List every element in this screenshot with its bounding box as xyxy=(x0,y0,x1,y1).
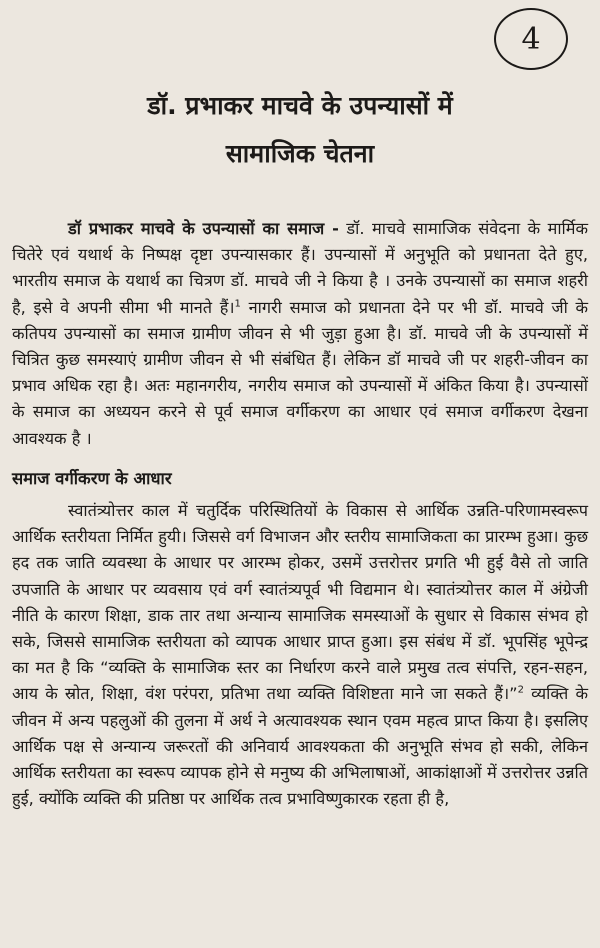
section-text: स्वातंत्र्योत्तर काल में चतुर्दिक परिस्थितियों के विकास से आर्थिक उन्नति-परिणामस्वरूप आर्थिक स्तरीयता निर्मित हुयी। जिससे वर्ग विभाजन और स्तरीय सामाजिकता का प्रारम्भ हुआ। कुछ हद तक जाति व्यवस्था के आधार पर आरम्भ होकर, उसमें उत्तरोत्तर प्रगति भी हुई वैसे तो जाति उपजाति के आधार पर व्यवसाय एवं वर्ग स्वातंत्र्यपूर्व भी विद्यमान थे। स्वातंत्र्योत्तर काल में अंग्रेजी नीति के कारण शिक्षा, डाक तार तथा अन्यान्य सामाजिक समस्याओं के सुधार से विकास संभव हो सके, जिससे सामाजिक स्तरीयता को व्यापक आधार प्राप्त हुआ। इस संबंध में डॉ. भूपसिंह भूपेन्द्र का मत है कि “व्यक्ति के सामाजिक स्तर का निर्धारण करने वाले प्रमुख तत्व संपत्ति, रहन-सहन, आय के स्रोत, शिक्षा, वंश परंपरा, प्रतिभा तथा व्यक्ति विशिष्टता माने जा सकते हैं।” xyxy=(12,501,588,704)
footnote-marker-2: 2 xyxy=(517,685,524,697)
chapter-title xyxy=(40,82,560,178)
chapter-title-line-1: डॉ. प्रभाकर माचवे के उपन्यासों में xyxy=(147,91,453,120)
chapter-title-line-2: सामाजिक चेतना xyxy=(225,139,375,168)
intro-paragraph xyxy=(12,216,588,452)
intro-text: डॉ. माचवे सामाजिक संवेदना के मार्मिक चितेरे एवं यथार्थ के निष्पक्ष दृष्टा उपन्यासकार हैं। उपन्यासों में अनुभूति को प्रधानता देते हुए, भारतीय समाज के यथार्थ का चित्रण डॉ. माचवे जी ने किया है । उनके उपन्यासों का समाज शहरी है, इसे वे अपनी सीमा भी मानते हैं। xyxy=(12,219,588,317)
chapter-number-badge: 4 xyxy=(494,8,568,70)
section-text-continued: व्यक्ति के जीवन में अन्य पहलुओं की तुलना में अर्थ ने अत्यावश्यक स्थान एवम महत्व प्राप्त किया है। इसलिए आर्थिक पक्ष से अन्यान्य जरूरतों की अनिवार्य आवश्यकता की अनुभूति संभव हो सकी, लेकिन आर्थिक स्तरीयता का स्वरूप व्यापक होने से मनुष्य की अभिलाषाओं, आकांक्षाओं में उत्तरोत्तर उन्नति हुई, क्योंकि व्यक्ति की प्रतिष्ठा पर आर्थिक तत्व प्रभाविष्णुकारक रहता ही है, xyxy=(12,684,589,809)
intro-heading: डॉ प्रभाकर माचवे के उपन्यासों का समाज - xyxy=(68,219,339,238)
section-heading: समाज वर्गीकरण के आधार xyxy=(12,468,172,488)
section-paragraph xyxy=(12,498,588,812)
footnote-marker-1: 1 xyxy=(234,298,241,310)
intro-text-continued: नागरी समाज को प्रधानता देने पर भी डॉ. माचवे जी के कतिपय उपन्यासों का समाज ग्रामीण जीवन से भी जुड़ा हुआ है। डॉ. माचवे जी के उपन्यासों में चित्रित कुछ समस्याएं ग्रामीण जीवन से भी संबंधित हैं। लेकिन डॉ माचवे जी पर शहरी-जीवन का प्रभाव अधिक रहा है। अतः महानगरीय, नगरीय समाज को उपन्यासों में अंकित किया है। उपन्यासों के समाज का अध्ययन करने से पूर्व समाज वर्गीकरण का आधार एवं समाज वर्गीकरण देखना आवश्यक है । xyxy=(12,297,589,448)
body-text xyxy=(12,216,588,812)
